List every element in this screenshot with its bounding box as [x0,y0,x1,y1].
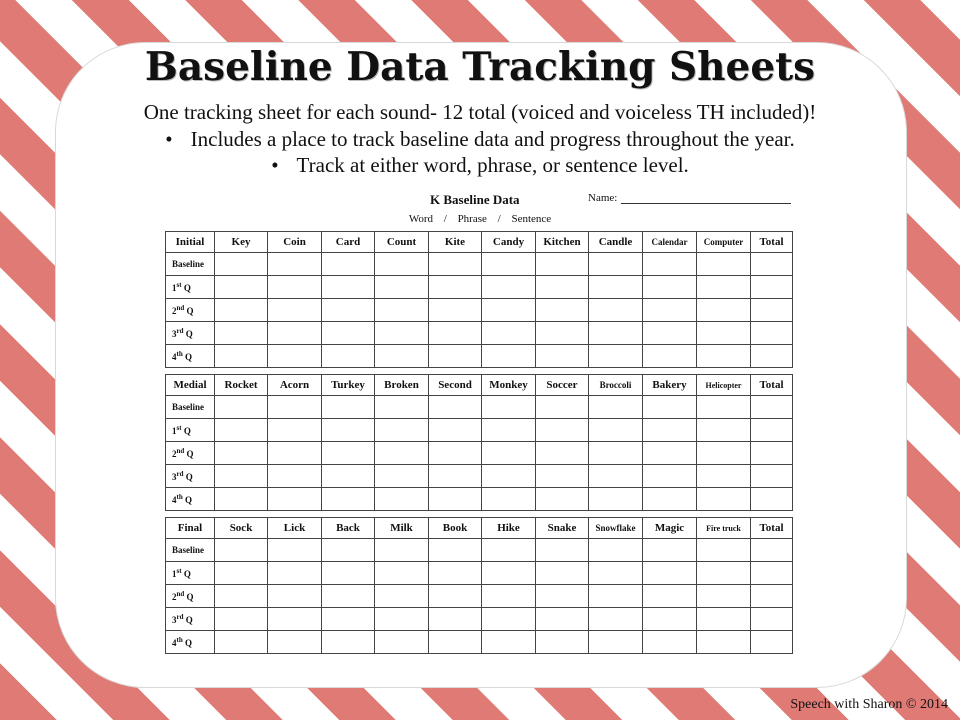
data-cell [643,419,697,442]
data-cell [751,299,793,322]
data-cell [589,631,643,654]
data-cell [643,585,697,608]
word-header: Kitchen [536,232,589,253]
word-header: Turkey [322,375,375,396]
row-label: 4th Q [166,631,215,654]
row-label: 4th Q [166,345,215,368]
row-label: 4th Q [166,488,215,511]
data-cell [536,488,589,511]
data-cell [482,488,536,511]
word-header: Computer [697,232,751,253]
data-cell [482,585,536,608]
word-header: Hike [482,518,536,539]
data-cell [643,539,697,562]
data-cell [643,396,697,419]
data-cell [536,419,589,442]
data-cell [536,253,589,276]
data-cell [697,419,751,442]
data-cell [751,419,793,442]
data-cell [751,562,793,585]
data-cell [589,276,643,299]
data-cell [375,585,429,608]
bullet-icon: • [165,127,173,151]
data-cell [589,562,643,585]
tracking-table-final [165,517,793,654]
data-cell [697,631,751,654]
data-cell [643,253,697,276]
word-header: Candy [482,232,536,253]
data-cell [375,631,429,654]
word-header: Second [429,375,482,396]
data-cell [268,253,322,276]
data-cell [482,419,536,442]
data-cell [375,608,429,631]
row-label: 1st Q [166,419,215,442]
data-cell [322,585,375,608]
level-sentence: Sentence [511,213,552,225]
data-cell [375,253,429,276]
data-cell [697,539,751,562]
data-cell [429,539,482,562]
data-cell [697,608,751,631]
data-cell [697,322,751,345]
data-cell [697,442,751,465]
data-cell [322,299,375,322]
data-cell [697,396,751,419]
data-cell [643,608,697,631]
data-cell [751,488,793,511]
data-cell [697,345,751,368]
table-header-row [166,375,793,396]
table-row [166,253,793,276]
data-cell [268,396,322,419]
level-phrase: Phrase [457,213,487,225]
word-header: Soccer [536,375,589,396]
row-label: Baseline [166,253,215,276]
word-header: Snake [536,518,589,539]
data-cell [751,631,793,654]
data-cell [482,322,536,345]
data-cell [429,299,482,322]
data-cell [536,631,589,654]
data-cell [482,539,536,562]
data-cell [751,608,793,631]
data-cell [751,585,793,608]
data-cell [215,585,268,608]
data-cell [322,488,375,511]
data-cell [589,465,643,488]
name-underline [621,193,791,204]
table-row [166,442,793,465]
data-cell [322,276,375,299]
data-cell [215,562,268,585]
data-cell [482,562,536,585]
word-header: Bakery [643,375,697,396]
page-title: Baseline Data Tracking Sheets [144,44,816,90]
data-cell [375,345,429,368]
total-header: Total [751,375,793,396]
data-cell [751,539,793,562]
data-cell [429,419,482,442]
data-cell [375,299,429,322]
data-cell [429,253,482,276]
data-cell [268,562,322,585]
data-cell [482,608,536,631]
data-cell [429,631,482,654]
row-label: Baseline [166,396,215,419]
data-cell [215,253,268,276]
data-cell [268,488,322,511]
data-cell [375,276,429,299]
data-cell [268,539,322,562]
word-header: Snowflake [589,518,643,539]
row-label: 3rd Q [166,322,215,345]
data-cell [429,488,482,511]
data-cell [322,419,375,442]
table-header-row [166,518,793,539]
position-header: Final [166,518,215,539]
data-cell [697,562,751,585]
data-cell [751,396,793,419]
data-cell [536,396,589,419]
name-label: Name: [588,192,618,204]
data-cell [322,345,375,368]
table-row [166,345,793,368]
row-label: 2nd Q [166,299,215,322]
data-cell [375,539,429,562]
data-cell [482,299,536,322]
row-label: 2nd Q [166,585,215,608]
data-cell [429,465,482,488]
data-cell [215,345,268,368]
word-header: Helicopter [697,375,751,396]
data-cell [643,631,697,654]
data-cell [268,442,322,465]
tracking-table-initial [165,231,793,368]
word-header: Calendar [643,232,697,253]
data-cell [375,322,429,345]
data-cell [375,465,429,488]
word-header: Rocket [215,375,268,396]
data-cell [268,345,322,368]
word-header: Magic [643,518,697,539]
data-cell [429,322,482,345]
data-cell [751,442,793,465]
bullet-line-progress [0,127,960,152]
data-cell [429,276,482,299]
data-cell [375,419,429,442]
data-cell [536,562,589,585]
word-header: Coin [268,232,322,253]
data-cell [536,585,589,608]
bullet-icon: • [271,153,279,177]
bullet-text: Includes a place to track baseline data and progress throughout the year. [190,127,795,151]
total-header: Total [751,518,793,539]
data-cell [589,585,643,608]
data-cell [215,299,268,322]
data-cell [268,276,322,299]
data-cell [268,299,322,322]
level-word: Word [408,213,433,225]
data-cell [589,442,643,465]
data-cell [697,253,751,276]
data-cell [643,488,697,511]
table-header-row [166,232,793,253]
total-header: Total [751,232,793,253]
data-cell [215,631,268,654]
bullet-text: Track at either word, phrase, or sentence level. [296,153,689,177]
word-header: Card [322,232,375,253]
row-label: 2nd Q [166,442,215,465]
table-row [166,465,793,488]
data-cell [375,562,429,585]
data-cell [536,442,589,465]
data-cell [697,299,751,322]
data-cell [751,253,793,276]
data-cell [643,299,697,322]
data-cell [215,276,268,299]
data-cell [268,585,322,608]
data-cell [482,396,536,419]
word-header: Back [322,518,375,539]
word-header: Milk [375,518,429,539]
data-cell [589,539,643,562]
word-header: Monkey [482,375,536,396]
data-cell [536,322,589,345]
word-header: Broccoli [589,375,643,396]
data-cell [536,539,589,562]
data-cell [643,562,697,585]
data-cell [589,396,643,419]
data-cell [322,442,375,465]
sheet-title: K Baseline Data [430,192,520,207]
data-cell [268,631,322,654]
table-row [166,608,793,631]
data-cell [482,465,536,488]
data-cell [751,276,793,299]
word-header: Lick [268,518,322,539]
row-label: 3rd Q [166,608,215,631]
word-header: Candle [589,232,643,253]
data-cell [375,488,429,511]
table-row [166,585,793,608]
data-cell [643,345,697,368]
data-cell [536,608,589,631]
data-cell [536,276,589,299]
data-cell [697,585,751,608]
data-cell [589,345,643,368]
data-cell [322,539,375,562]
data-cell [322,631,375,654]
data-cell [322,465,375,488]
data-cell [429,585,482,608]
data-cell [268,608,322,631]
data-cell [322,396,375,419]
data-cell [643,465,697,488]
table-row [166,488,793,511]
data-cell [589,488,643,511]
word-header: Acorn [268,375,322,396]
row-label: 1st Q [166,562,215,585]
data-cell [215,539,268,562]
data-cell [322,322,375,345]
data-cell [482,442,536,465]
data-cell [751,345,793,368]
level-separator: / [443,213,447,225]
data-cell [375,396,429,419]
data-cell [215,396,268,419]
word-header: Book [429,518,482,539]
data-cell [589,299,643,322]
table-row [166,631,793,654]
data-cell [536,299,589,322]
data-cell [322,608,375,631]
data-cell [697,488,751,511]
data-cell [482,253,536,276]
word-header: Fire truck [697,518,751,539]
data-cell [643,442,697,465]
data-cell [751,322,793,345]
data-cell [482,276,536,299]
bullet-line-level [0,153,960,178]
name-field [588,192,791,204]
data-cell [589,608,643,631]
table-row [166,539,793,562]
data-cell [643,322,697,345]
word-header: Kite [429,232,482,253]
table-row [166,276,793,299]
word-header: Count [375,232,429,253]
data-cell [482,631,536,654]
data-cell [429,608,482,631]
data-cell [429,345,482,368]
table-row [166,562,793,585]
data-cell [268,419,322,442]
data-cell [322,253,375,276]
data-cell [536,465,589,488]
row-label: 3rd Q [166,465,215,488]
data-cell [643,276,697,299]
data-cell [751,465,793,488]
data-cell [215,465,268,488]
position-header: Initial [166,232,215,253]
data-cell [268,465,322,488]
word-header: Key [215,232,268,253]
data-cell [482,345,536,368]
word-header: Broken [375,375,429,396]
data-cell [375,442,429,465]
data-cell [268,322,322,345]
data-cell [215,442,268,465]
table-row [166,419,793,442]
row-label: Baseline [166,539,215,562]
table-row [166,322,793,345]
data-cell [697,276,751,299]
data-cell [536,345,589,368]
level-separator: / [497,213,501,225]
level-options [0,213,960,225]
copyright-footer: Speech with Sharon © 2014 [790,697,948,712]
data-cell [697,465,751,488]
data-cell [215,608,268,631]
data-cell [429,562,482,585]
data-cell [215,419,268,442]
table-row [166,396,793,419]
data-cell [589,419,643,442]
row-label: 1st Q [166,276,215,299]
word-header: Sock [215,518,268,539]
description-line: One tracking sheet for each sound- 12 total (voiced and voiceless TH included)! [143,100,817,124]
data-cell [589,253,643,276]
data-cell [429,442,482,465]
data-cell [215,488,268,511]
position-header: Medial [166,375,215,396]
data-cell [589,322,643,345]
data-cell [322,562,375,585]
tracking-table-medial [165,374,793,511]
data-cell [429,396,482,419]
data-cell [215,322,268,345]
table-row [166,299,793,322]
